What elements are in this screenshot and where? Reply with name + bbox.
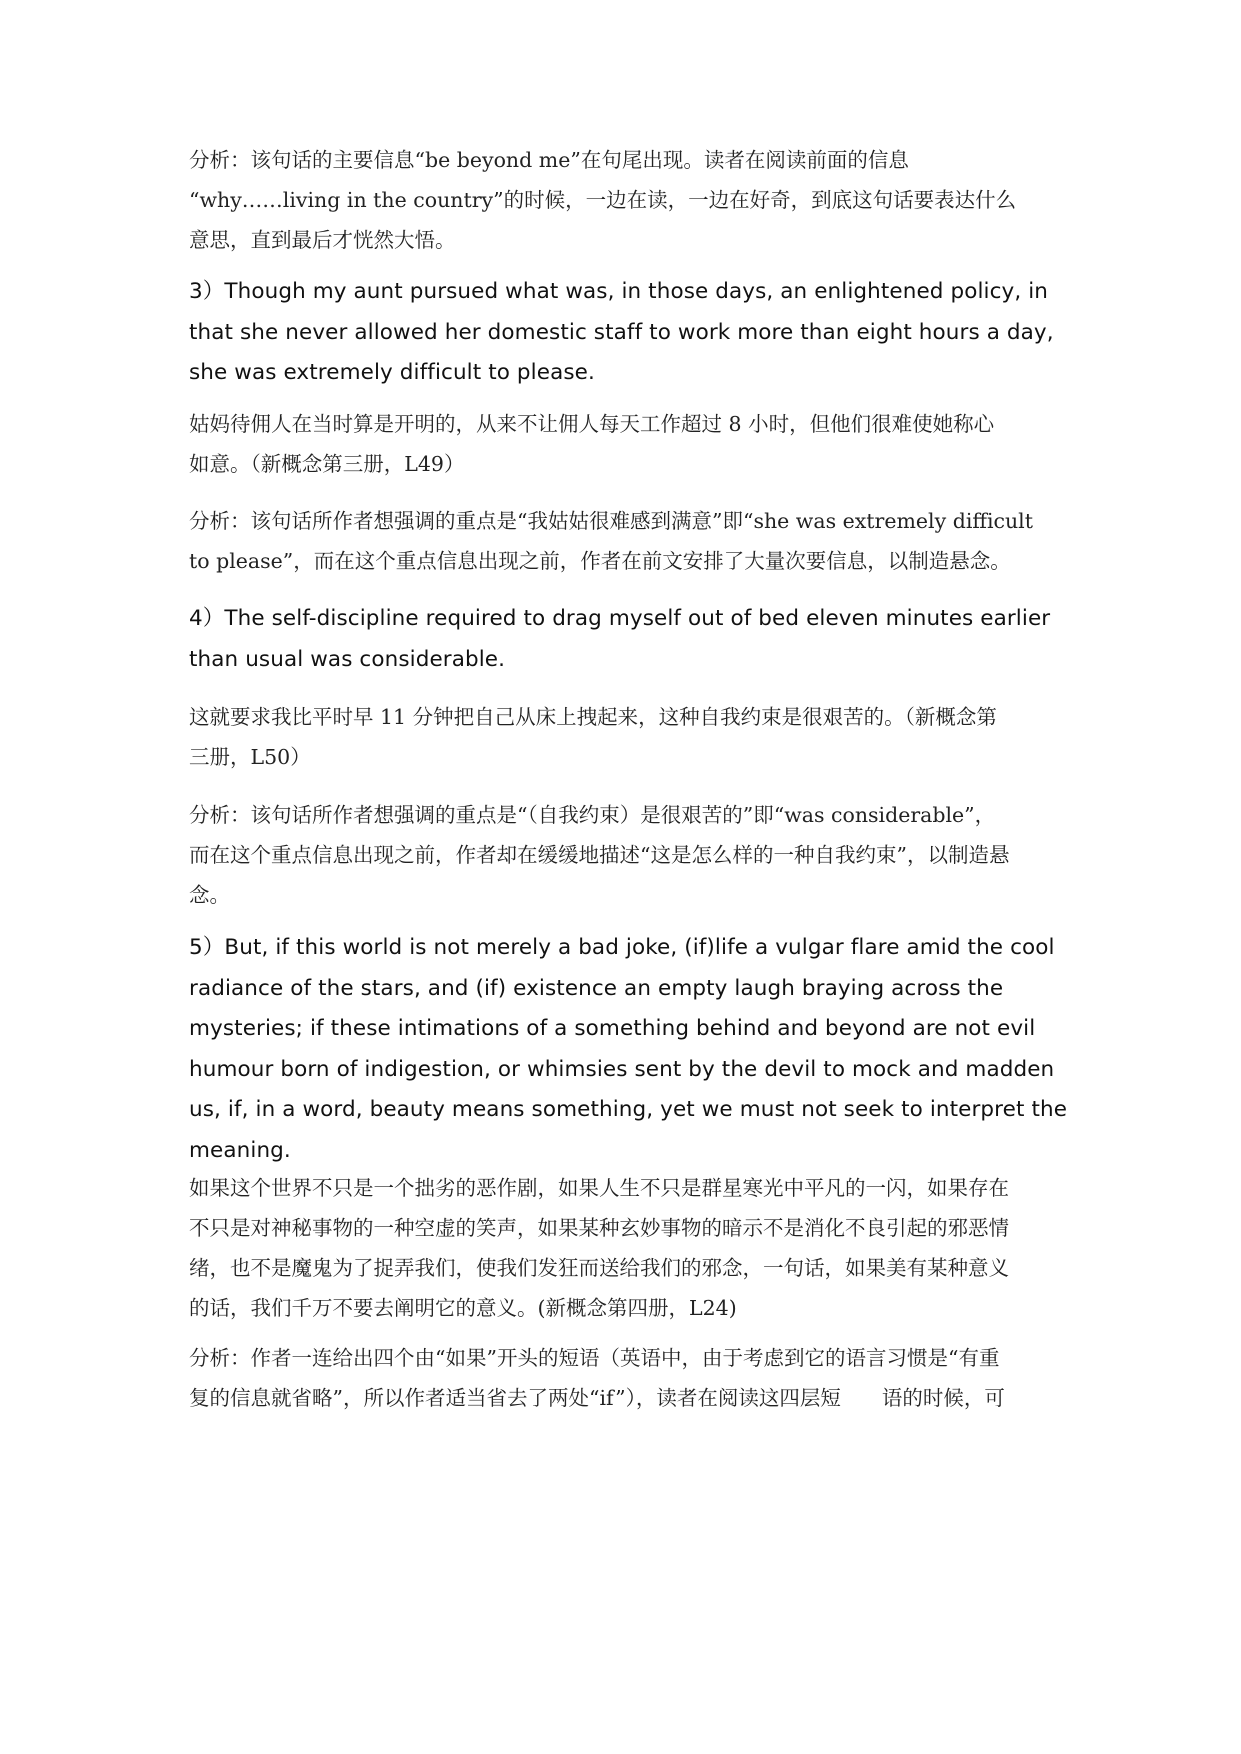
text-line: mysteries; if these intimations of a something behind and beyond are not evil	[189, 1016, 1036, 1041]
analysis-paragraph-3	[189, 501, 1079, 581]
text-line: 4）The self-discipline required to drag myself out of bed eleven minutes earlier	[189, 606, 1051, 631]
text-line: 念。	[189, 883, 230, 907]
text-line: 分析：该句话所作者想强调的重点是“我姑姑很难感到满意”即“she was extremely difficult	[189, 509, 1033, 533]
analysis-paragraph-1	[189, 140, 1079, 260]
text-line: 3）Though my aunt pursued what was, in those days, an enlightened policy, in	[189, 279, 1049, 304]
text-line: she was extremely difficult to please.	[189, 360, 595, 385]
text-line: 姑妈待佣人在当时算是开明的，从来不让佣人每天工作超过 8 小时，但他们很难使她称心	[189, 412, 995, 436]
text-line: 如意。（新概念第三册，L49）	[189, 452, 465, 476]
text-line: 这就要求我比平时早 11 分钟把自己从床上拽起来，这种自我约束是很艰苦的。（新概念第	[189, 705, 997, 729]
text-line: “why……living in the country”的时候，一边在读，一边在好奇，到底这句话要表达什么	[189, 188, 1017, 212]
text-line: 的话，我们千万不要去阐明它的意义。(新概念第四册，L24)	[189, 1296, 737, 1320]
text-line: that she never allowed her domestic staff to work more than eight hours a day,	[189, 319, 1054, 345]
english-sentence-4	[189, 599, 1079, 680]
text-line: than usual was considerable.	[189, 646, 506, 672]
text-line: 如果这个世界不只是一个拙劣的恶作剧，如果人生不只是群星寒光中平凡的一闪，如果存在	[189, 1176, 1009, 1200]
text-line: to please”，而在这个重点信息出现之前，作者在前文安排了大量次要信息，以制造悬念。	[189, 549, 1011, 573]
text-line: 而在这个重点信息出现之前，作者却在缓缓地描述“这是怎么样的一种自我约束”，以制造悬	[189, 843, 1010, 867]
text-line: 不只是对神秘事物的一种空虚的笑声，如果某种玄妙事物的暗示不是消化不良引起的邪恶情	[189, 1216, 1009, 1240]
text-line: 5）But, if this world is not merely a bad joke, (if)life a vulgar flare amid the cool	[189, 935, 1055, 960]
text-line: 复的信息就省略”，所以作者适当省去了两处“if”），读者在阅读这四层短 语的时候，可	[189, 1386, 1005, 1410]
translation-paragraph-5	[189, 1168, 1079, 1328]
text-line: 绪，也不是魔鬼为了捉弄我们，使我们发狂而送给我们的邪念，一句话，如果美有某种意义	[189, 1256, 1009, 1280]
text-line: 三册，L50）	[189, 745, 311, 769]
text-line: us, if, in a word, beauty means something, yet we must not seek to interpret the	[189, 1097, 1068, 1122]
text-line: meaning.	[189, 1137, 291, 1163]
translation-paragraph-3	[189, 404, 1079, 484]
translation-paragraph-4	[189, 697, 1079, 777]
text-line: 分析：该句话的主要信息“be beyond me”在句尾出现。读者在阅读前面的信息	[189, 148, 909, 172]
english-sentence-3	[189, 272, 1079, 394]
text-line: humour born of indigestion, or whimsies sent by the devil to mock and madden	[189, 1056, 1055, 1082]
english-sentence-5	[189, 928, 1079, 1171]
text-line: 意思，直到最后才恍然大悟。	[189, 228, 456, 252]
text-line: 分析：作者一连给出四个由“如果”开头的短语（英语中，由于考虑到它的语言习惯是“有重	[189, 1346, 1000, 1370]
analysis-paragraph-4	[189, 795, 1079, 915]
text-line: radiance of the stars, and (if) existence an empty laugh braying across the	[189, 975, 1004, 1001]
text-line: 分析：该句话所作者想强调的重点是“（自我约束）是很艰苦的”即“was considerable”，	[189, 803, 996, 827]
analysis-paragraph-5	[189, 1338, 1079, 1418]
